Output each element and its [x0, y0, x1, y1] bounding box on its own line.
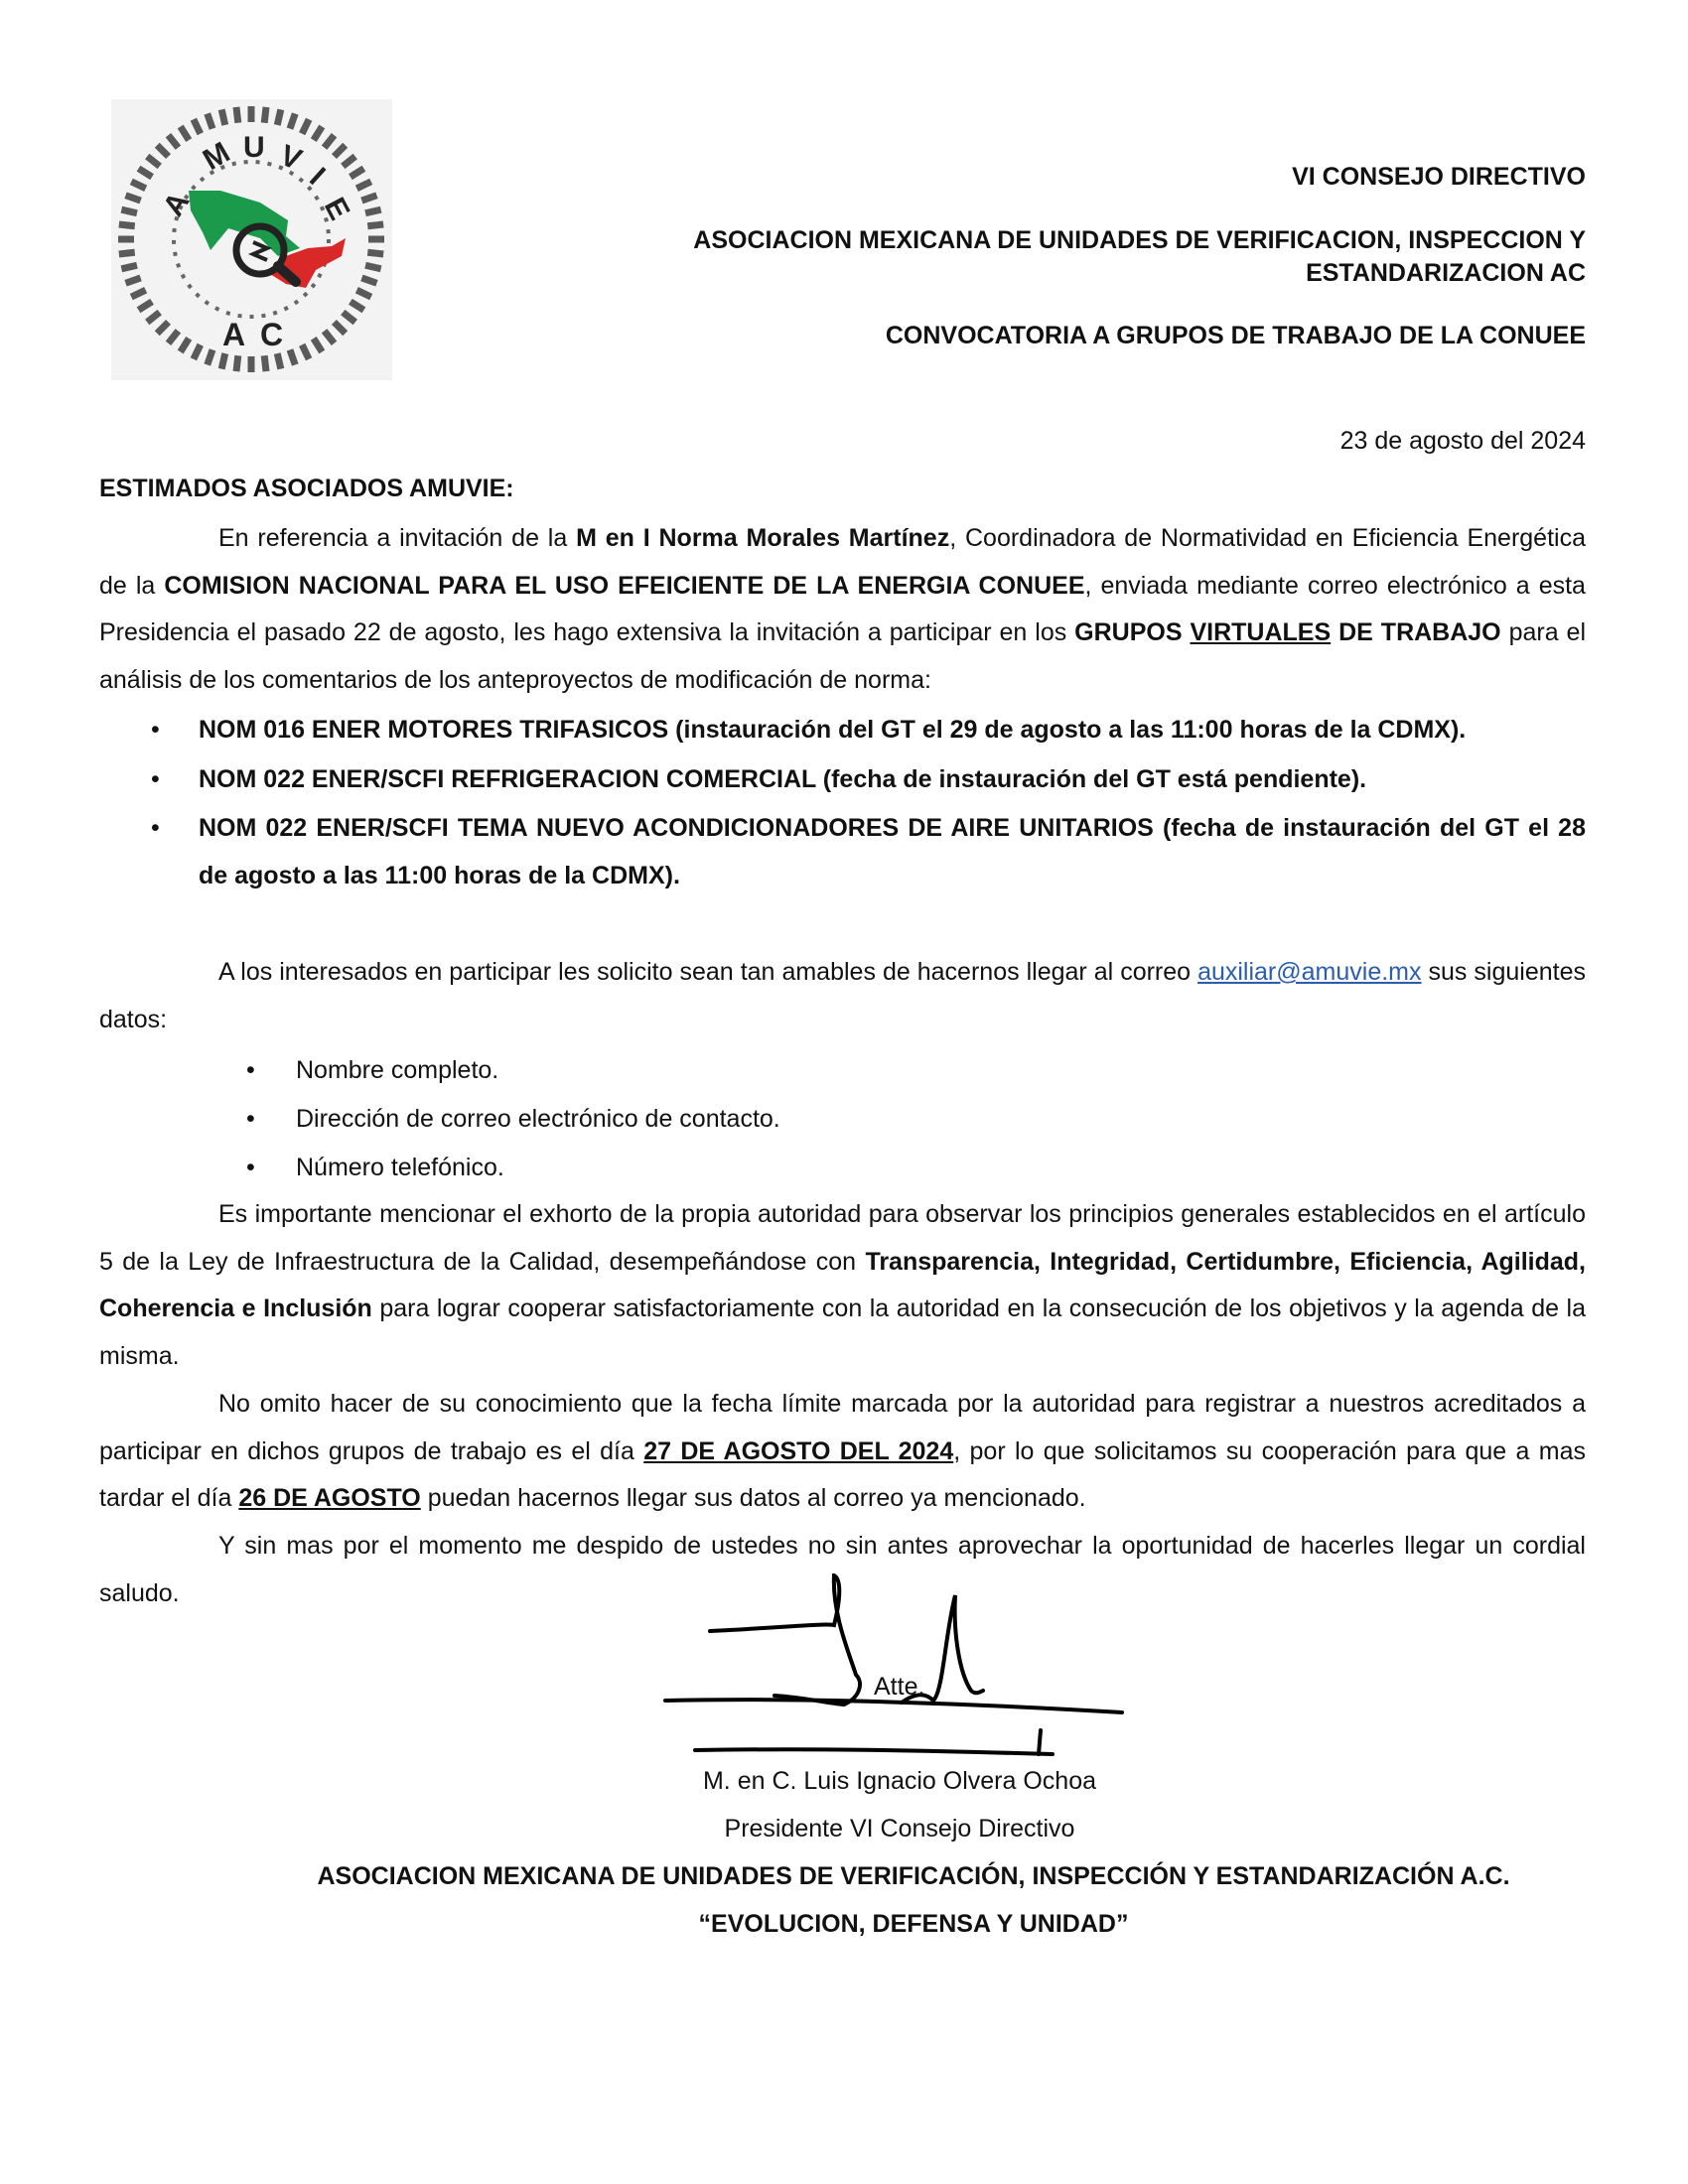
request-text-b: sus siguientes datos: — [99, 958, 1586, 1033]
deadline-text-a: No omito hacer de su conocimiento que la fecha límite marcada por la autoridad para registrar a nuestros acreditados a participar en dichos grupos de trabajo es el día — [99, 1390, 1586, 1465]
field-text: Dirección de correo electrónico de contacto. — [296, 1105, 780, 1133]
bullet-icon: • — [151, 814, 160, 842]
seal-tick — [325, 331, 335, 343]
seal-tick — [264, 355, 266, 371]
list-item — [99, 805, 1586, 899]
norm-text: NOM 022 ENER/SCFI TEMA NUEVO ACONDICIONADORES DE AIRE UNITARIOS (fecha de instauración del GT el 28 de agosto a las 11:00 horas de la CDMX). — [199, 814, 1586, 889]
deadline-paragraph — [99, 1381, 1586, 1523]
virtual-word: VIRTUALES — [1190, 618, 1332, 646]
seal-tick — [236, 355, 238, 371]
association-footer: ASOCIACION MEXICANA DE UNIDADES DE VERIFICACIÓN, INSPECCIÓN Y ESTANDARIZACIÓN A.C. — [317, 1862, 1510, 1890]
seal-tick — [121, 209, 137, 213]
request-paragraph — [99, 949, 1586, 1043]
seal-tick — [334, 322, 345, 333]
seal-tick — [194, 119, 201, 133]
seal-tick — [277, 353, 281, 369]
seal-tick — [356, 290, 370, 297]
svg-text:U: U — [243, 131, 265, 164]
seal-tick — [264, 107, 266, 123]
bullet-icon: • — [151, 764, 160, 793]
seal-tick — [343, 313, 355, 323]
groups-word: GRUPOS — [1074, 618, 1183, 646]
seal-tick — [302, 119, 309, 133]
deadline-date: 27 DE AGOSTO DEL 2024 — [643, 1436, 954, 1465]
svg-text:V: V — [275, 138, 307, 177]
motto: “EVOLUCION, DEFENSA Y UNIDAD” — [698, 1910, 1129, 1938]
seal-tick — [131, 182, 145, 189]
amuvie-seal-icon — [111, 99, 392, 380]
bullet-icon: • — [246, 1056, 255, 1084]
seal-tick — [121, 265, 137, 269]
seal-tick — [126, 278, 141, 283]
svg-text:A: A — [156, 186, 197, 222]
seal-tick — [351, 302, 364, 311]
seal-tick — [367, 252, 383, 254]
list-item — [99, 1046, 1586, 1095]
norm-text: NOM 022 ENER/SCFI REFRIGERACION COMERCIAL (fecha de instauración del GT está pendiente). — [199, 764, 1367, 793]
seal-tick — [325, 135, 335, 148]
seal-tick — [351, 169, 364, 178]
inviter-name: M en I Norma Morales Martínez — [576, 524, 950, 552]
principles-text-c: para lograr cooperar satisfactoriamente con la autoridad en la consecución de los objetivos y la agenda de la misma. — [99, 1295, 1586, 1370]
seal-tick — [181, 127, 190, 141]
seal-tick — [367, 224, 383, 226]
deadline-text-c: , por lo que solicitamos su cooperación para que a mas tardar el día — [99, 1436, 1586, 1512]
letter-date: 23 de agosto del 2024 — [1339, 427, 1586, 455]
field-text: Nombre completo. — [296, 1056, 499, 1084]
seal-tick — [221, 353, 225, 369]
bullet-icon: • — [151, 716, 160, 744]
seal-tick — [290, 114, 295, 129]
seal-tick — [314, 127, 323, 141]
seal-tick — [168, 331, 178, 343]
fields-list — [99, 1046, 1586, 1192]
seal-tick — [168, 135, 178, 148]
seal-tick — [314, 339, 323, 352]
intro-text-a: En referencia a invitación de la — [218, 524, 577, 552]
seal-tick — [131, 290, 145, 297]
seal-tick — [236, 107, 238, 123]
seal-tick — [302, 344, 309, 358]
seal-tick — [334, 145, 345, 156]
farewell-paragraph: Y sin mas por el momento me despido de ustedes no sin antes aprovechar la oportunidad de hacerles llegar un cordial saludo. — [99, 1532, 1586, 1607]
bullet-icon: • — [246, 1105, 255, 1133]
norms-list — [99, 707, 1586, 901]
svg-text:I: I — [303, 161, 332, 192]
norm-text: NOM 016 ENER MOTORES TRIFASICOS (instauración del GT el 29 de agosto a las 11:00 horas de la CDMX). — [199, 716, 1467, 744]
seal-tick — [290, 349, 295, 364]
seal-tick — [365, 265, 381, 269]
atte-label: Atte. — [874, 1673, 925, 1701]
intro-text-i: para el análisis de los comentarios de los anteproyectos de modificación de norma: — [99, 618, 1587, 694]
amuvie-logo — [111, 99, 392, 380]
seal-tick — [126, 196, 141, 201]
seal-tick — [361, 196, 376, 201]
svg-text:E: E — [317, 192, 356, 225]
seal-tick — [343, 156, 355, 166]
svg-text:C: C — [260, 317, 284, 352]
seal-tick — [221, 109, 225, 125]
seal-tick — [157, 322, 168, 333]
list-item — [99, 1144, 1586, 1192]
email-link[interactable]: auxiliar@amuvie.mx — [1197, 958, 1422, 986]
seal-tick — [147, 156, 160, 166]
council-title: VI CONSEJO DIRECTIVO — [1292, 163, 1586, 191]
bullet-icon: • — [246, 1154, 255, 1181]
seal-tick — [157, 145, 168, 156]
seal-tick — [356, 182, 370, 189]
svg-text:M: M — [198, 135, 236, 178]
field-text: Número telefónico. — [296, 1154, 504, 1181]
intro-text-e: , enviada mediante correo electrónico a esta Presidencia el pasado 22 de agosto, les hago extensiva la invitación a participar en los — [99, 571, 1586, 646]
seal-tick — [181, 339, 190, 352]
svg-text:A: A — [222, 317, 246, 352]
seal-tick — [194, 344, 201, 358]
list-item — [99, 756, 1586, 804]
signer-name: M. en C. Luis Ignacio Olvera Ochoa — [702, 1767, 1097, 1795]
seal-tick — [139, 169, 153, 178]
internal-deadline: 26 DE AGOSTO — [238, 1484, 421, 1512]
seal-tick — [119, 252, 135, 254]
seal-tick — [208, 349, 212, 364]
association-title: ASOCIACION MEXICANA DE UNIDADES DE VERIFICACION, INSPECCION Y ESTANDARIZACION AC — [693, 226, 1586, 287]
deadline-text-e: puedan hacernos llegar sus datos al correo ya mencionado. — [420, 1484, 1086, 1512]
request-text-a: A los interesados en participar les solicito sean tan amables de hacernos llegar al correo — [218, 958, 1198, 986]
seal-tick — [147, 313, 160, 323]
signer-role: Presidente VI Consejo Directivo — [724, 1815, 1075, 1843]
intro-text-c: , Coordinadora de Normatividad en Eficiencia Energética de la — [99, 524, 1586, 600]
list-item — [99, 1095, 1586, 1144]
seal-tick — [119, 224, 135, 226]
call-title: CONVOCATORIA A GRUPOS DE TRABAJO DE LA CONUEE — [885, 322, 1586, 349]
list-item — [99, 707, 1586, 754]
seal-tick — [361, 278, 376, 283]
greeting: ESTIMADOS ASOCIADOS AMUVIE: — [99, 475, 514, 502]
work-word: DE TRABAJO — [1338, 618, 1501, 646]
principles-list: Transparencia, Integridad, Certidumbre, Eficiencia, Agilidad, Coherencia e Inclusión — [99, 1247, 1586, 1322]
seal-tick — [208, 114, 212, 129]
seal-tick — [139, 302, 153, 311]
intro-paragraph — [99, 515, 1586, 704]
seal-tick — [277, 109, 281, 125]
seal-tick — [365, 209, 381, 213]
principles-text-a: Es importante mencionar el exhorto de la propia autoridad para observar los principios generales establecidos en el artículo 5 de la Ley de Infraestructura de la Calidad, desempeñándose con — [99, 1200, 1586, 1276]
conuee-name: COMISION NACIONAL PARA EL USO EFEICIENTE DE LA ENERGIA CONUEE — [164, 571, 1085, 600]
principles-paragraph — [99, 1191, 1586, 1380]
